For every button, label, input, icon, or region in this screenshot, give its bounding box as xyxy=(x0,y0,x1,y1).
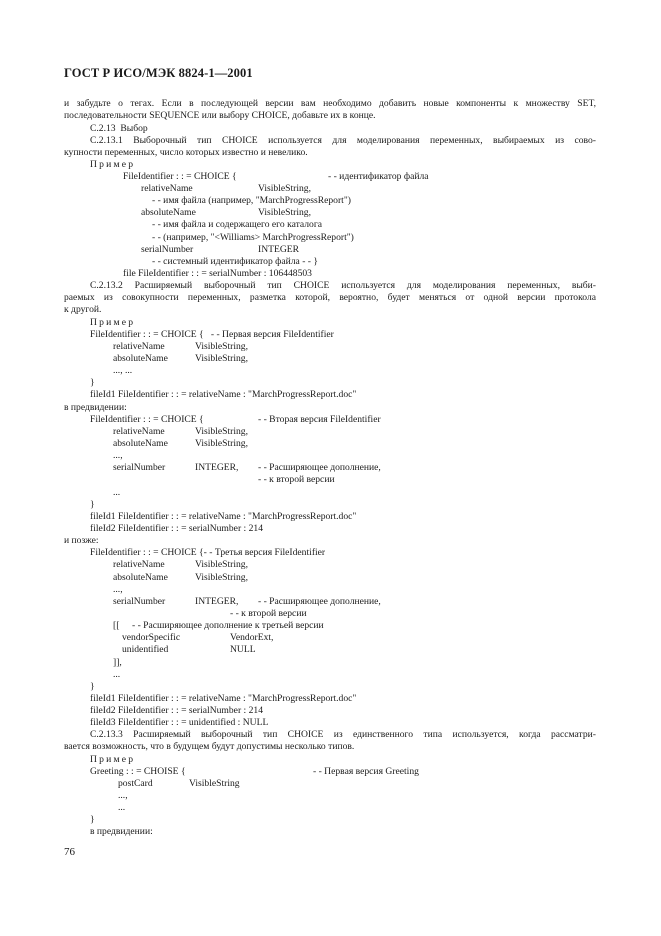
paragraph-line: и забудьте о тегах. Если в последующей версии вам необходимо добавить новые компоненты к множеству SET, xyxy=(64,98,596,109)
section-heading: C.2.13 Выбор xyxy=(90,123,148,134)
code-comment: - - Расширяющее дополнение к третьей версии xyxy=(132,620,324,631)
code-line: relativeName xyxy=(113,559,165,570)
code-line: fileId3 FileIdentifier : : = unidentified : NULL xyxy=(90,717,269,728)
code-line: FileIdentifier : : = CHOICE { xyxy=(123,171,237,182)
paragraph-line: и позже: xyxy=(64,535,99,546)
code-line: serialNumber xyxy=(113,596,166,607)
code-line: unidentified xyxy=(122,644,169,655)
code-line: absoluteName xyxy=(113,438,168,449)
paragraph-line: к другой. xyxy=(64,304,102,315)
code-line: } xyxy=(90,377,95,388)
code-line: ..., xyxy=(118,790,128,801)
code-comment: - - Расширяющее дополнение, xyxy=(258,462,381,473)
code-line: fileId1 FileIdentifier : : = relativeName : "MarchProgressReport.doc" xyxy=(90,389,357,400)
code-line: INTEGER, xyxy=(195,462,239,473)
code-line: ]], xyxy=(113,657,122,668)
code-line: relativeName xyxy=(113,341,165,352)
code-comment: - - идентификатор файла xyxy=(328,171,429,182)
code-line: VisibleString, xyxy=(195,353,248,364)
code-line: [[ xyxy=(113,620,120,631)
code-line: NULL xyxy=(230,644,256,655)
example-label: Пример xyxy=(90,317,136,328)
code-line: serialNumber xyxy=(141,244,194,255)
code-line: VisibleString, xyxy=(195,438,248,449)
code-line: vendorSpecific xyxy=(122,632,181,643)
code-line: VisibleString xyxy=(189,778,240,789)
code-line: ..., xyxy=(113,450,123,461)
code-line: } xyxy=(90,499,95,510)
code-line: INTEGER, xyxy=(195,596,239,607)
code-line: в предвидении: xyxy=(90,826,153,837)
paragraph-line: последовательности SEQUENCE или выбору CHOICE, добавьте их в конце. xyxy=(64,110,376,121)
code-line: Greeting : : = CHOISE { xyxy=(90,766,186,777)
code-line: } xyxy=(90,814,95,825)
code-line: postCard xyxy=(118,778,153,789)
code-line: fileId2 FileIdentifier : : = serialNumber : 214 xyxy=(90,523,263,534)
paragraph-line: C.2.13.1 Выборочный тип CHOICE используется для моделирования переменных, выбираемых из сово- xyxy=(90,135,596,146)
example-label: Пример xyxy=(90,754,136,765)
paragraph-line: раемых из совокупности переменных, разметка которой, вероятно, будет меняться от одной версии протокола xyxy=(64,292,596,303)
code-line: FileIdentifier : : = CHOICE { xyxy=(90,414,204,425)
code-line: absoluteName xyxy=(141,207,196,218)
code-line: } xyxy=(90,681,95,692)
code-line: relativeName xyxy=(113,426,165,437)
paragraph-line: купности переменных, число которых известно и невелико. xyxy=(64,147,308,158)
code-line: fileId2 FileIdentifier : : = serialNumber : 214 xyxy=(90,705,263,716)
code-comment: - - к второй версии xyxy=(258,474,335,485)
code-line: VisibleString, xyxy=(258,183,311,194)
code-comment: - - системный идентификатор файла - - } xyxy=(152,256,318,267)
code-line: ..., ... xyxy=(113,365,133,376)
code-line: ... xyxy=(113,669,121,680)
code-line: fileId1 FileIdentifier : : = relativeName : "MarchProgressReport.doc" xyxy=(90,511,357,522)
code-comment: - - имя файла (например, "MarchProgressReport") xyxy=(152,195,351,206)
code-comment: - - Вторая версия FileIdentifier xyxy=(258,414,381,425)
code-line: ... xyxy=(113,487,121,498)
code-line: serialNumber xyxy=(113,462,166,473)
code-comment: - - к второй версии xyxy=(230,608,307,619)
paragraph-line: C.2.13.3 Расширяемый выборочный тип CHOICE из единственного типа используется, когда рассматри- xyxy=(90,729,596,740)
page-number: 76 xyxy=(64,846,75,858)
code-line: absoluteName xyxy=(113,572,168,583)
paragraph-line: в предвидении: xyxy=(64,402,127,413)
code-line: relativeName xyxy=(141,183,193,194)
code-line: fileId1 FileIdentifier : : = relativeName : "MarchProgressReport.doc" xyxy=(90,693,357,704)
example-label: Пример xyxy=(90,159,136,170)
code-line: VisibleString, xyxy=(195,426,248,437)
code-line: FileIdentifier : : = CHOICE { - - Первая версия FileIdentifier xyxy=(90,329,334,340)
code-line: absoluteName xyxy=(113,353,168,364)
code-line: VisibleString, xyxy=(258,207,311,218)
code-comment: - - Расширяющее дополнение, xyxy=(258,596,381,607)
code-line: INTEGER xyxy=(258,244,300,255)
code-line: FileIdentifier : : = CHOICE {- - Третья версия FileIdentifier xyxy=(90,547,326,558)
code-comment: - - Первая версия Greeting xyxy=(313,766,419,777)
page-header: ГОСТ Р ИСО/МЭК 8824-1—2001 xyxy=(64,66,253,80)
code-line: file FileIdentifier : : = serialNumber : 106448503 xyxy=(123,268,312,279)
paragraph-line: вается возможность, что в будущем будут допустимы несколько типов. xyxy=(64,741,355,752)
code-line: VisibleString, xyxy=(195,559,248,570)
code-comment: - - (например, "<Williams> MarchProgressReport") xyxy=(152,232,354,243)
code-line: VisibleString, xyxy=(195,341,248,352)
paragraph-line: C.2.13.2 Расширяемый выборочный тип CHOICE используется для моделирования переменных, выби- xyxy=(90,280,596,291)
code-line: ... xyxy=(118,802,126,813)
code-line: VendorExt, xyxy=(230,632,274,643)
code-line: VisibleString, xyxy=(195,572,248,583)
code-line: ..., xyxy=(113,584,123,595)
code-comment: - - имя файла и содержащего его каталога xyxy=(152,219,323,230)
